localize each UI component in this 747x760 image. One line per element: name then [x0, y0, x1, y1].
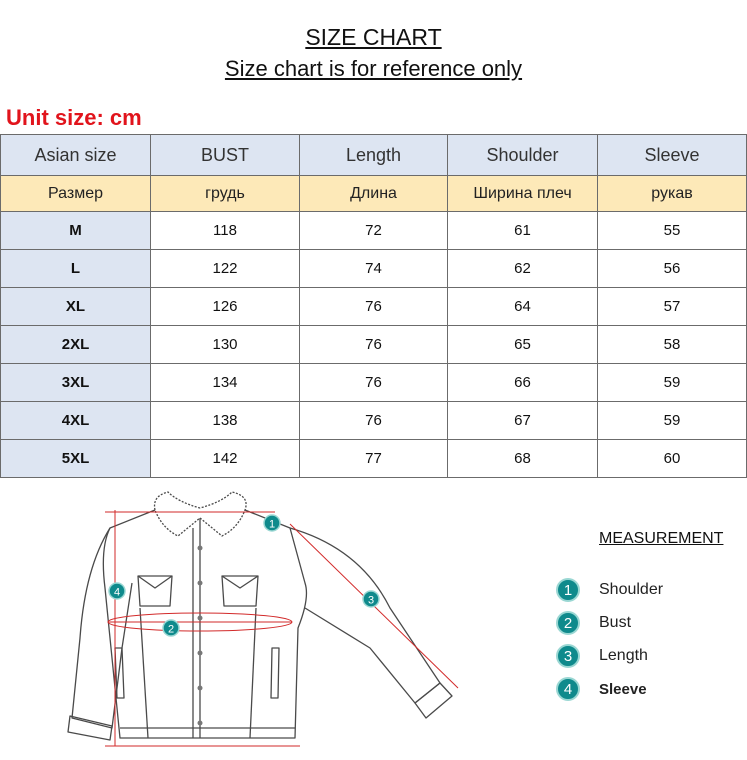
- header-cell: Длина: [300, 176, 448, 212]
- number-badge-icon: 3: [556, 644, 580, 668]
- svg-text:2: 2: [167, 623, 175, 636]
- header-cell: грудь: [151, 176, 300, 212]
- table-cell: 134: [151, 364, 300, 402]
- legend-item-length: [556, 643, 648, 669]
- table-cell: 66: [448, 364, 598, 402]
- svg-text:4: 4: [113, 586, 121, 599]
- table-cell: 76: [300, 326, 448, 364]
- size-cell: M: [1, 212, 151, 250]
- header-cell: BUST: [151, 135, 300, 176]
- header-cell: Length: [300, 135, 448, 176]
- svg-text:1: 1: [268, 518, 276, 531]
- number-badge-icon: 1: [556, 578, 580, 602]
- table-cell: 142: [151, 440, 300, 478]
- header-row-en: [1, 135, 747, 176]
- table-cell: 126: [151, 288, 300, 326]
- page-subtitle: Size chart is for reference only: [224, 56, 523, 81]
- header-cell: Asian size: [1, 135, 151, 176]
- table-cell: 62: [448, 250, 598, 288]
- table-cell: 118: [151, 212, 300, 250]
- table-cell: 57: [598, 288, 747, 326]
- jacket-diagram-icon: [60, 488, 480, 753]
- jacket-outline-icon: [68, 492, 452, 740]
- table-row: [1, 212, 747, 250]
- size-table: [0, 134, 747, 478]
- table-cell: 72: [300, 212, 448, 250]
- legend-label: Shoulder: [599, 581, 664, 598]
- header-cell: рукав: [598, 176, 747, 212]
- table-cell: 55: [598, 212, 747, 250]
- size-cell: 3XL: [1, 364, 151, 402]
- legend-item-sleeve: [556, 676, 647, 702]
- svg-text:3: 3: [367, 594, 375, 607]
- legend-label: Sleeve: [599, 680, 647, 698]
- table-row: [1, 402, 747, 440]
- number-badge-icon: 4: [556, 677, 580, 701]
- size-cell: 5XL: [1, 440, 151, 478]
- size-cell: XL: [1, 288, 151, 326]
- table-cell: 59: [598, 402, 747, 440]
- table-cell: 67: [448, 402, 598, 440]
- measurement-guides-icon: [105, 510, 458, 746]
- table-cell: 60: [598, 440, 747, 478]
- header-cell: Ширина плеч: [448, 176, 598, 212]
- table-cell: 76: [300, 402, 448, 440]
- size-cell: L: [1, 250, 151, 288]
- table-cell: 61: [448, 212, 598, 250]
- legend-label: Bust: [599, 614, 632, 631]
- table-cell: 77: [300, 440, 448, 478]
- unit-label: Unit size: cm: [6, 105, 142, 130]
- table-row: [1, 288, 747, 326]
- size-cell: 4XL: [1, 402, 151, 440]
- table-cell: 56: [598, 250, 747, 288]
- table-cell: 59: [598, 364, 747, 402]
- table-cell: 138: [151, 402, 300, 440]
- table-cell: 65: [448, 326, 598, 364]
- size-cell: 2XL: [1, 326, 151, 364]
- table-row: [1, 326, 747, 364]
- header-cell: Shoulder: [448, 135, 598, 176]
- table-cell: 68: [448, 440, 598, 478]
- table-row: [1, 250, 747, 288]
- table-cell: 122: [151, 250, 300, 288]
- header-cell: Sleeve: [598, 135, 747, 176]
- page-title: SIZE CHART: [305, 24, 442, 50]
- table-row: [1, 440, 747, 478]
- table-cell: 58: [598, 326, 747, 364]
- table-cell: 74: [300, 250, 448, 288]
- measurement-title: MEASUREMENT: [599, 530, 724, 547]
- table-cell: 64: [448, 288, 598, 326]
- legend-item-shoulder: [556, 577, 663, 603]
- table-cell: 76: [300, 288, 448, 326]
- number-badge-icon: 2: [556, 611, 580, 635]
- table-cell: 76: [300, 364, 448, 402]
- legend-label: Length: [599, 647, 648, 664]
- table-row: [1, 364, 747, 402]
- legend-item-bust: [556, 610, 631, 636]
- header-cell: Размер: [1, 176, 151, 212]
- header-row-ru: [1, 176, 747, 212]
- table-cell: 130: [151, 326, 300, 364]
